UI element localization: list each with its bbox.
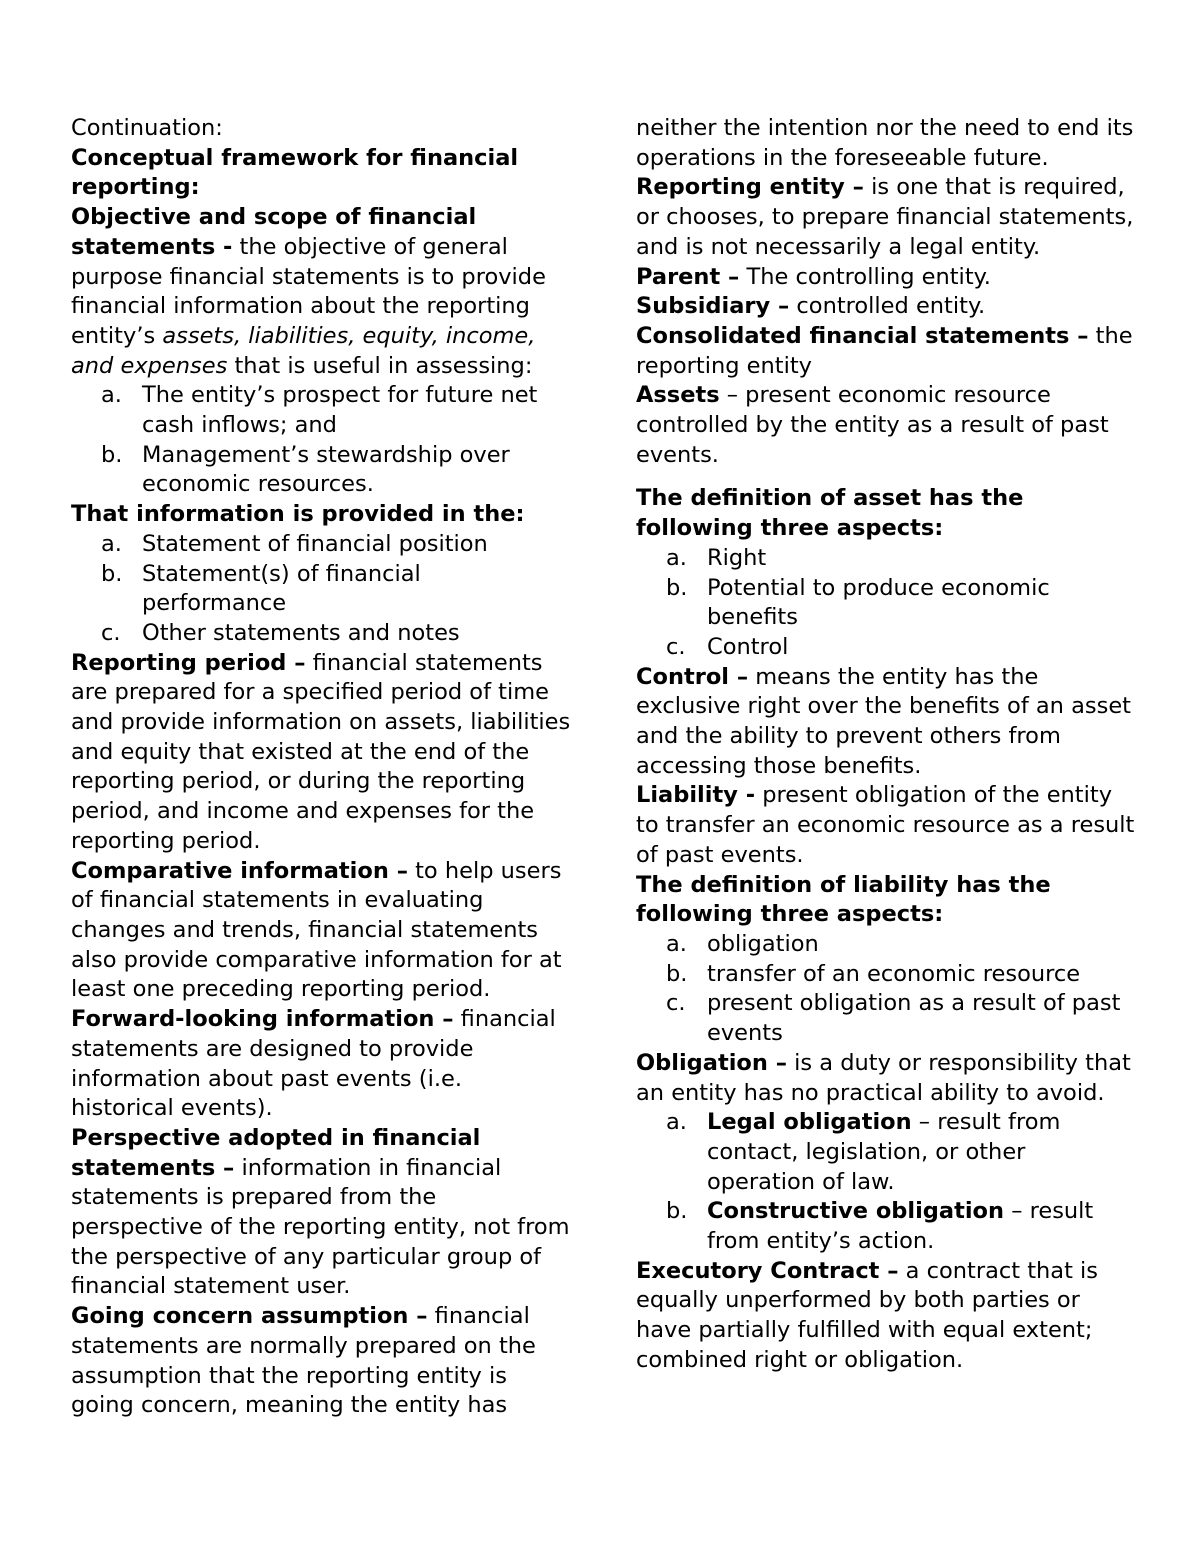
framework-heading: Conceptual framework for financial reporting: xyxy=(71,144,519,201)
left-column xyxy=(71,114,571,1421)
liability-paragraph: Liability - present obligation of the entity to transfer an economic resource as a result of past events. xyxy=(636,782,1135,868)
reporting-period-paragraph: Reporting period – financial statements are prepared for a specified period of time and provide information on assets, liabilities and equity that existed at the end of the reporting period, or during the reporting period, and income and expenses for the reporting period. xyxy=(71,649,571,854)
objective-list xyxy=(71,381,571,500)
consolidated-paragraph: Consolidated financial statements – the reporting entity xyxy=(636,322,1133,379)
objective-term: Objective and scope of financial statements - xyxy=(71,204,477,260)
right-column xyxy=(636,114,1136,1376)
provided-list xyxy=(71,530,571,649)
liability-aspects-list xyxy=(636,930,1136,1049)
list-item: b. transfer of an economic resource xyxy=(666,960,1081,987)
objective-paragraph: Objective and scope of financial statements - the objective of general purpose financial statements is to provide financial information about the reporting entity’s assets, liabilities, equity, income, and expenses that is useful in assessing: xyxy=(71,204,546,379)
list-item: a. Legal obligation – result from contact, legislation, or other operation of law. xyxy=(666,1109,1061,1195)
control-paragraph: Control – means the entity has the exclusive right over the benefits of an asset and the ability to prevent others from accessing those benefits. xyxy=(636,663,1131,779)
obligation-types-list xyxy=(636,1108,1136,1257)
list-item: b. Potential to produce economic benefits xyxy=(666,574,1050,631)
reporting-entity-paragraph: Reporting entity – is one that is required, or chooses, to prepare financial statements, and is not necessarily a legal entity. xyxy=(636,174,1134,260)
list-item: b. Constructive obligation – result from entity’s action. xyxy=(666,1198,1094,1255)
executory-contract-paragraph: Executory Contract – a contract that is equally unperformed by both parties or have partially fulfilled with equal extent; combined right or obligation. xyxy=(636,1257,1099,1373)
list-item: a. Right xyxy=(666,544,767,571)
list-item: c. Other statements and notes xyxy=(101,619,460,646)
going-concern-continued: neither the intention nor the need to end its operations in the foreseeable future. xyxy=(636,115,1134,171)
list-item: a. The entity’s prospect for future net cash inflows; and xyxy=(101,382,538,439)
assets-paragraph: Assets – present economic resource controlled by the entity as a result of past events. xyxy=(636,382,1109,468)
comparative-paragraph: Comparative information – to help users of financial statements in evaluating changes and trends, financial statements also provide comparative information for at least one preceding reporting period. xyxy=(71,857,562,1003)
list-item: c. present obligation as a result of past events xyxy=(666,990,1121,1047)
perspective-paragraph: Perspective adopted in financial statements – information in financial statements is prepared from the perspective of the reporting entity, not from the perspective of any particular group of financial statement user. xyxy=(71,1124,570,1300)
list-item: c. Control xyxy=(666,633,789,660)
provided-heading: That information is provided in the: xyxy=(71,501,525,528)
list-item: a. obligation xyxy=(666,930,819,957)
list-item: a. Statement of financial position xyxy=(101,530,488,557)
list-item: b. Statement(s) of financial performance xyxy=(101,560,421,617)
parent-paragraph: Parent – The controlling entity. xyxy=(636,263,991,290)
subsidiary-paragraph: Subsidiary – controlled entity. xyxy=(636,293,986,320)
liability-definition-heading: The definition of liability has the following three aspects: xyxy=(636,871,1051,928)
going-concern-paragraph: Going concern assumption – financial statements are normally prepared on the assumption that the reporting entity is going concern, meaning the entity has xyxy=(71,1303,536,1419)
asset-aspects-list xyxy=(636,544,1136,663)
list-item: b. Management’s stewardship over economic resources. xyxy=(101,441,510,498)
asset-definition-heading: The definition of asset has the following three aspects: xyxy=(636,485,1024,542)
forward-looking-paragraph: Forward-looking information – financial statements are designed to provide information about past events (i.e. historical events). xyxy=(71,1006,556,1122)
continuation-label: Continuation: xyxy=(71,115,223,141)
obligation-paragraph: Obligation – is a duty or responsibility that an entity has no practical ability to avoid. xyxy=(636,1049,1131,1106)
